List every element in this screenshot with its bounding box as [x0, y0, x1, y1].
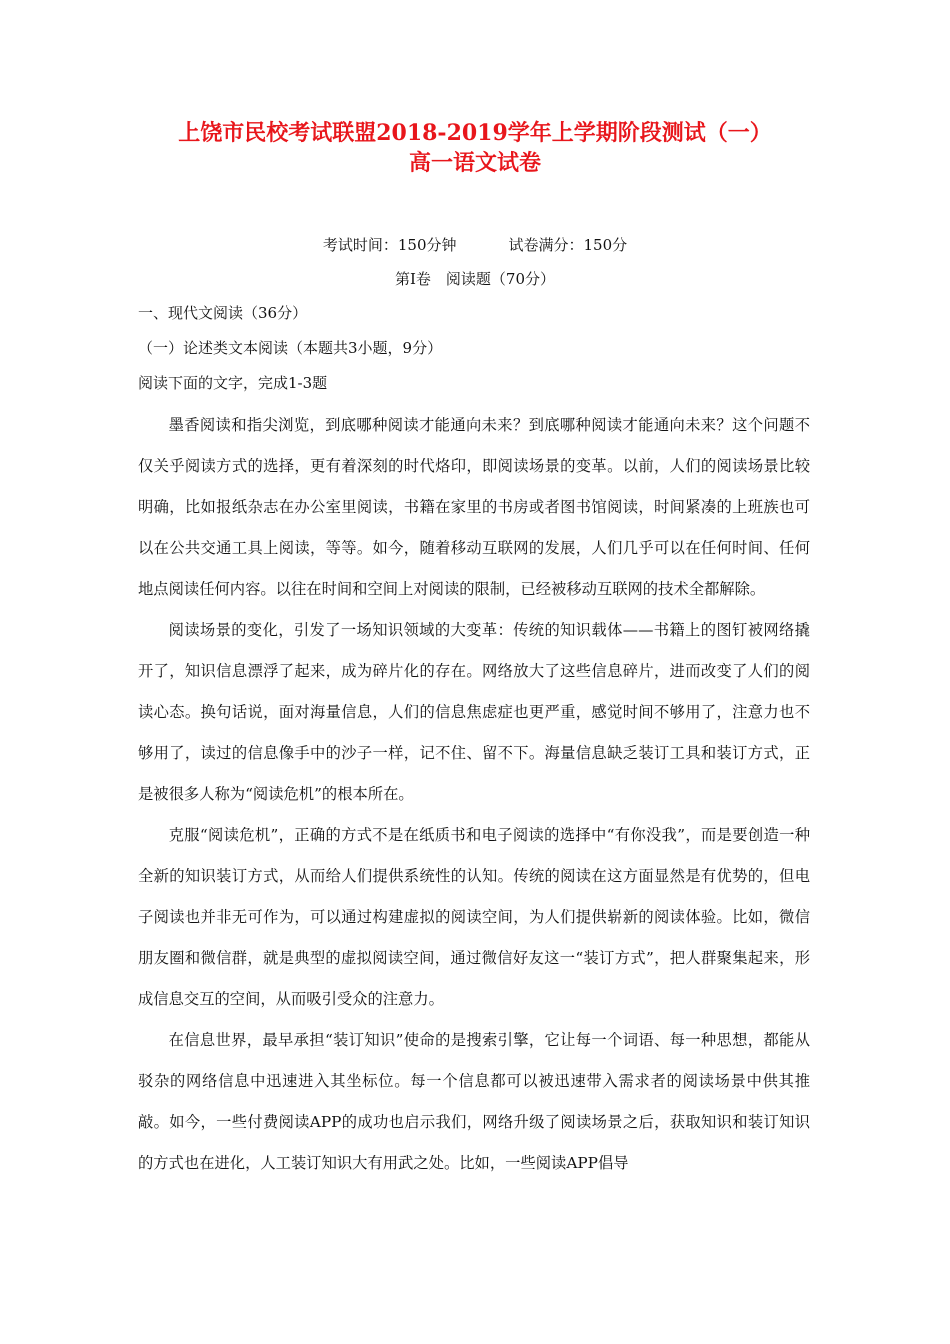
passage-paragraph-2: 阅读场景的变化，引发了一场知识领域的大变革：传统的知识载体——书籍上的图钉被网络撬开了，知识信息漂浮了起来，成为碎片化的存在。网络放大了这些信息碎片，进而改变了人们的阅读心态。换句话说，面对海量信息，人们的信息焦虑症也更严重，感觉时间不够用了，注意力也不够用了，读过的信息像手中的沙子一样，记不住、留不下。海量信息缺乏装订工具和装订方式，正是被很多人称为“阅读危机”的根本所在。: [138, 621, 810, 803]
full-score: 试卷满分：150分: [508, 236, 628, 254]
reading-passage: [138, 405, 810, 1184]
volume-heading: 第Ⅰ卷 阅读题（70分）: [394, 270, 555, 288]
exam-time: 考试时间：150分钟: [322, 236, 457, 254]
exam-title-line-1: 上饶市民校考试联盟2018-2019学年上学期阶段测试（一）: [178, 120, 772, 146]
part-heading: 一、现代文阅读（36分）: [138, 304, 308, 322]
passage-paragraph-4: 在信息世界，最早承担“装订知识”使命的是搜索引擎，它让每一个词语、每一种思想，都能从驳杂的网络信息中迅速进入其坐标位。每一个信息都可以被迅速带入需求者的阅读场景中供其推敲。如今，一些付费阅读APP的成功也启示我们，网络升级了阅读场景之后，获取知识和装订知识的方式也在进化，人工装订知识大有用武之处。比如，一些阅读APP倡导: [138, 1031, 810, 1172]
exam-info: [0, 233, 950, 257]
subsection-heading: （一）论述类文本阅读（本题共3小题，9分）: [138, 339, 443, 357]
passage-paragraph-1: 墨香阅读和指尖浏览，到底哪种阅读才能通向未来？到底哪种阅读才能通向未来？这个问题不仅关乎阅读方式的选择，更有着深刻的时代烙印，即阅读场景的变革。以前，人们的阅读场景比较明确，比如报纸杂志在办公室里阅读，书籍在家里的书房或者图书馆阅读，时间紧凑的上班族也可以在公共交通工具上阅读，等等。如今，随着移动互联网的发展，人们几乎可以在任何时间、任何地点阅读任何内容。以往在时间和空间上对阅读的限制，已经被移动互联网的技术全都解除。: [138, 416, 810, 598]
exam-title-line-2: 高一语文试卷: [408, 150, 541, 176]
reading-instruction: 阅读下面的文字，完成1-3题: [138, 374, 328, 392]
passage-paragraph-3: 克服“阅读危机”，正确的方式不是在纸质书和电子阅读的选择中“有你没我”，而是要创造一种全新的知识装订方式，从而给人们提供系统性的认知。传统的阅读在这方面显然是有优势的，但电子阅读也并非无可作为，可以通过构建虚拟的阅读空间，为人们提供崭新的阅读体验。比如，微信朋友圈和微信群，就是典型的虚拟阅读空间，通过微信好友这一“装订方式”，把人群聚集起来，形成信息交互的空间，从而吸引受众的注意力。: [138, 826, 810, 1008]
exam-title: [0, 118, 950, 178]
